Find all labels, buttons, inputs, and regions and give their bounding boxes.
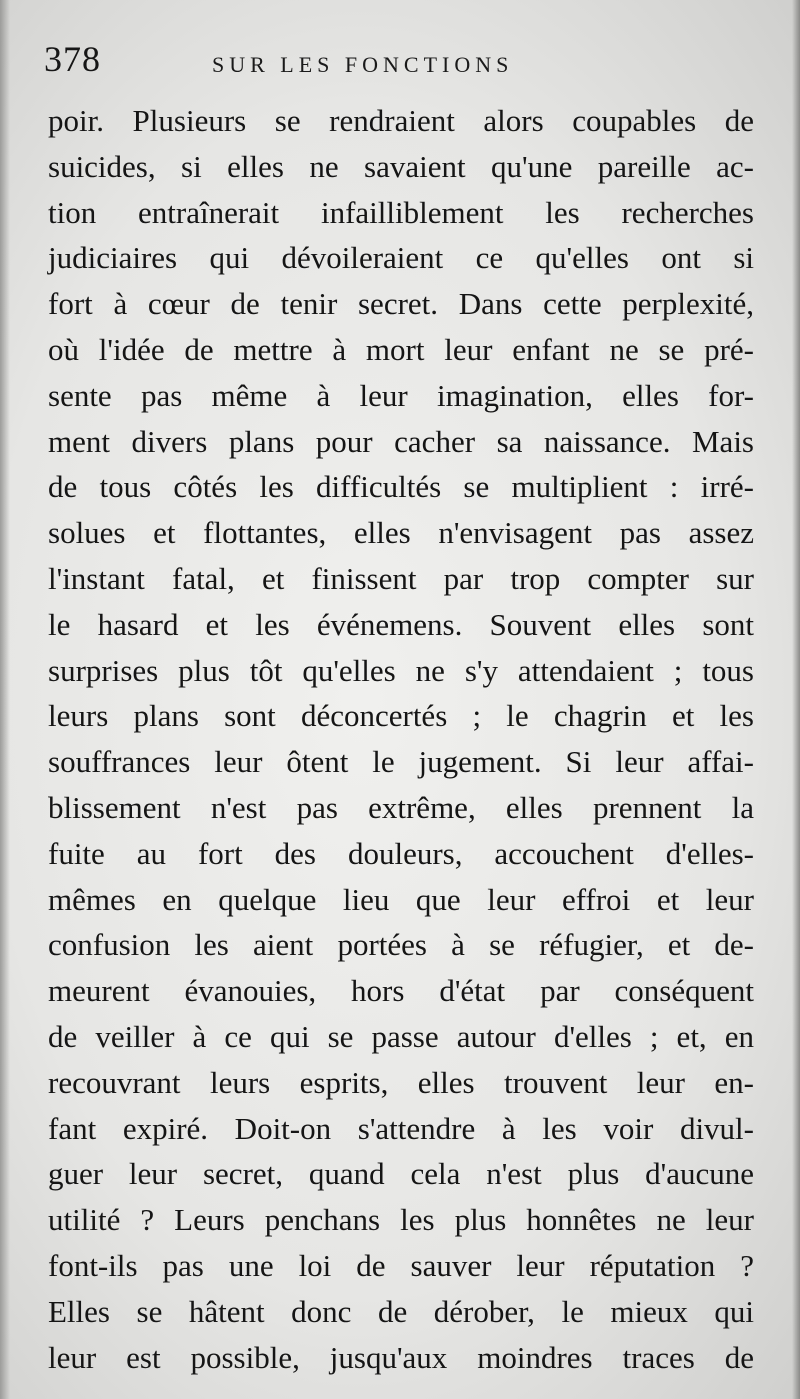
text-line: recouvrant leurs esprits, elles trouvent leur en-	[48, 1064, 754, 1100]
text-line: mêmes en quelque lieu que leur effroi et leur	[48, 881, 754, 917]
text-line: souffrances leur ôtent le jugement. Si leur affai-	[48, 744, 754, 780]
page-header	[44, 38, 764, 88]
text-line: leur est possible, jusqu'aux moindres traces de	[48, 1339, 754, 1375]
text-line: font-ils pas une loi de sauver leur réputation ?	[48, 1247, 754, 1283]
text-line: leurs plans sont déconcertés ; le chagrin et les	[48, 698, 754, 734]
text-line: fuite au fort des douleurs, accouchent d'elles-	[48, 835, 754, 871]
text-line: tion entraînerait infailliblement les recherches	[48, 194, 754, 230]
text-line: blissement n'est pas extrême, elles prennent la	[48, 789, 754, 825]
text-line: meurent évanouies, hors d'état par conséquent	[48, 973, 754, 1009]
text-line: guer leur secret, quand cela n'est plus d'aucune	[48, 1156, 754, 1192]
text-line: où l'idée de mettre à mort leur enfant ne se pré-	[48, 331, 754, 367]
page-number: 378	[44, 39, 101, 79]
text-line: utilité ? Leurs penchans les plus honnêtes ne leur	[48, 1202, 754, 1238]
text-line: sente pas même à leur imagination, elles for-	[48, 377, 754, 413]
text-line: poir. Plusieurs se rendraient alors coupables de	[48, 103, 754, 138]
text-line: Elles se hâtent donc de dérober, le mieux qui	[48, 1293, 754, 1329]
text-line: de tous côtés les difficultés se multiplient : irré-	[48, 469, 754, 505]
text-line: solues et flottantes, elles n'envisagent pas assez	[48, 515, 754, 551]
text-line: fant expiré. Doit-on s'attendre à les voir divul-	[48, 1110, 754, 1146]
text-line: l'instant fatal, et finissent par trop compter sur	[48, 560, 754, 596]
text-line: confusion les aient portées à se réfugier, et de-	[48, 927, 754, 963]
text-line: surprises plus tôt qu'elles ne s'y attendaient ; tous	[48, 652, 754, 688]
text-line: suicides, si elles ne savaient qu'une pareille ac-	[48, 148, 754, 184]
text-line: de veiller à ce qui se passe autour d'elles ; et, en	[48, 1018, 754, 1054]
body-text	[48, 98, 754, 1380]
text-line: judiciaires qui dévoileraient ce qu'elles ont si	[48, 240, 754, 276]
text-line: fort à cœur de tenir secret. Dans cette perplexité,	[48, 286, 754, 322]
text-line: ment divers plans pour cacher sa naissance. Mais	[48, 423, 754, 459]
running-title: SUR LES FONCTIONS	[212, 52, 514, 77]
text-line: le hasard et les événemens. Souvent elles sont	[48, 606, 754, 642]
